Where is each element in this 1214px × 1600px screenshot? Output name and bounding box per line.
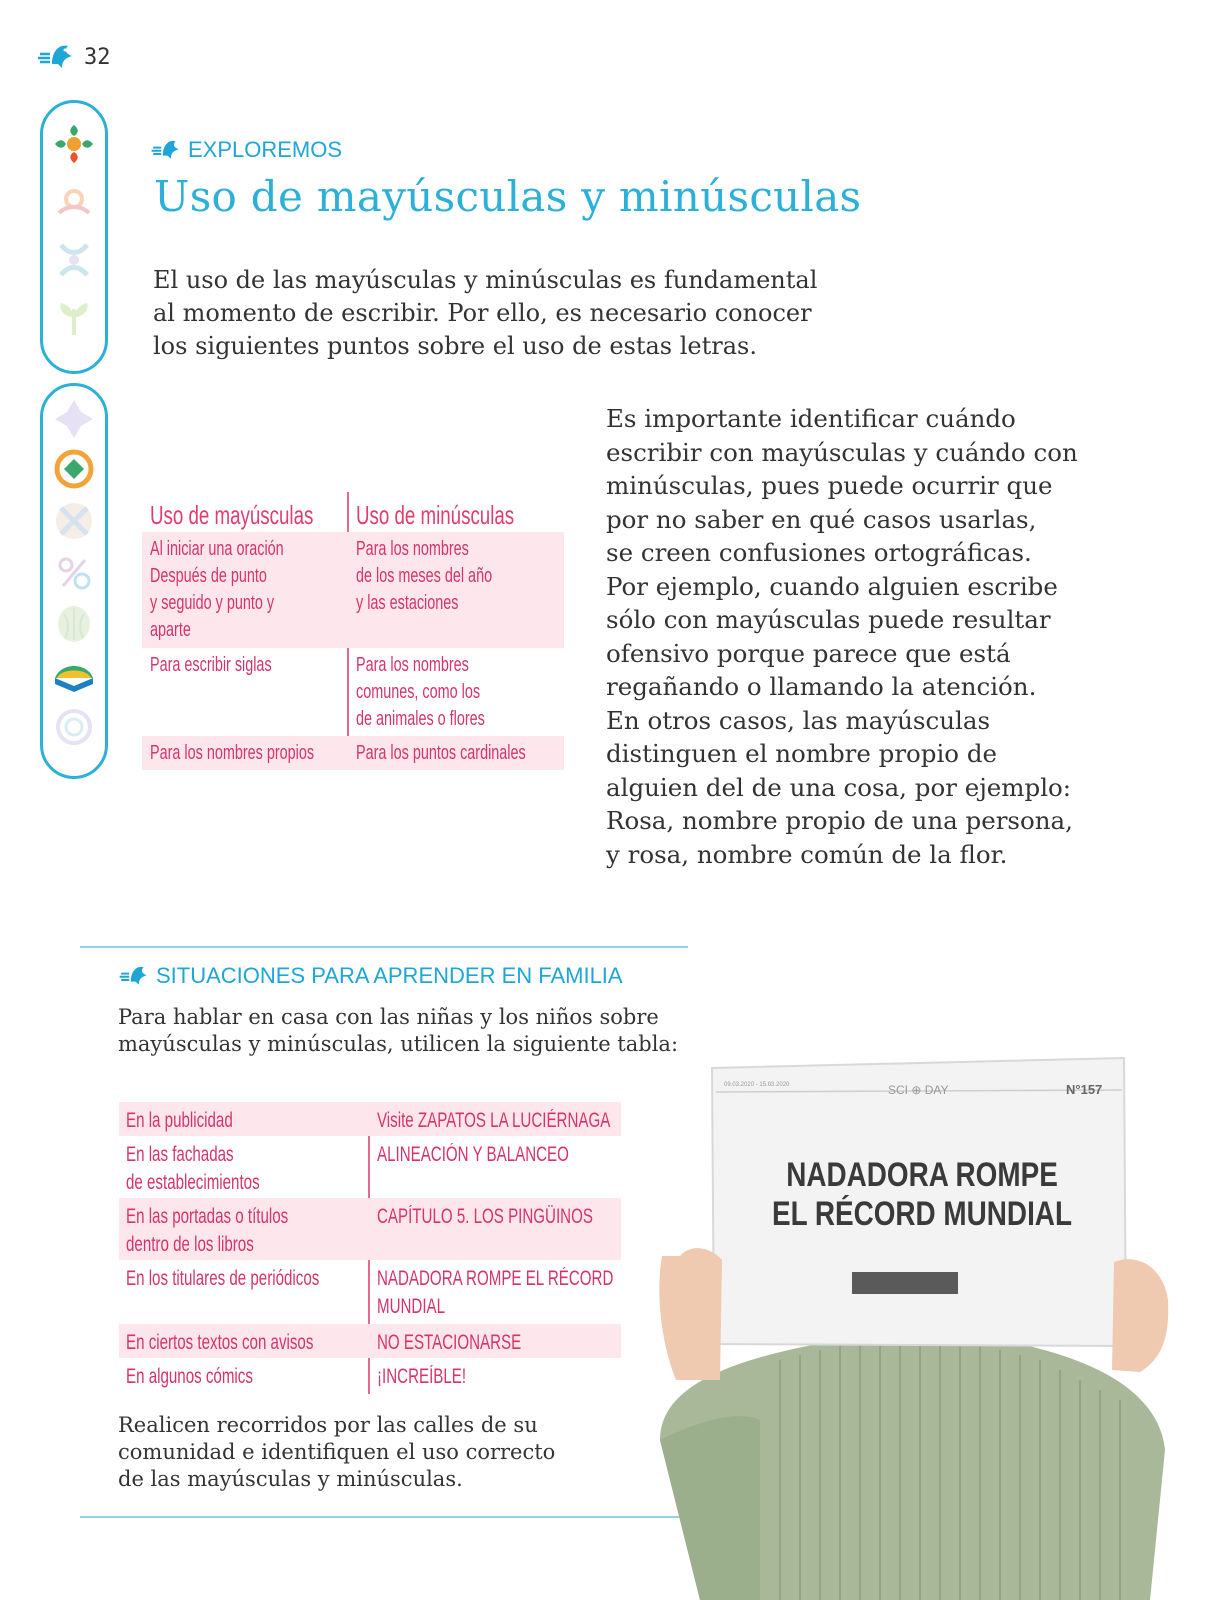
percent-icon <box>51 550 97 596</box>
bird-logo-icon <box>36 40 76 74</box>
family-bottom-rule <box>80 1516 688 1518</box>
family-intro <box>118 1004 678 1058</box>
table-cell: NO ESTACIONARSE <box>377 1331 522 1354</box>
body-line: ofensivo porque parece que está <box>606 638 1011 668</box>
table-row <box>119 1260 621 1324</box>
table-row <box>142 648 564 736</box>
bird-logo-icon <box>150 136 182 164</box>
table-cell: Para los nombres de los meses del año y las estaciones <box>356 538 493 614</box>
closing-line: de las mayúsculas y minúsculas. <box>118 1467 463 1491</box>
table-row <box>142 532 564 648</box>
newspaper-brand: SCI ⊕ DAY <box>888 1083 949 1097</box>
table-cell: En ciertos textos con avisos <box>126 1331 314 1354</box>
table-cell: Al iniciar una oración Después de punto y seguido y punto y aparte <box>150 538 284 641</box>
headline-line: NADADORA ROMPE <box>786 1156 1058 1194</box>
body-line: Por ejemplo, cuando alguien escribe <box>606 571 1058 601</box>
family-top-rule <box>80 946 688 948</box>
family-label-text: SITUACIONES PARA APRENDER EN FAMILIA <box>156 963 623 988</box>
page-number <box>36 40 111 74</box>
table-cell: En la publicidad <box>126 1109 233 1132</box>
body-line: Es importante identificar cuándo <box>606 404 1016 433</box>
family-label <box>118 962 623 990</box>
star-icon <box>51 396 97 442</box>
target-icon <box>51 446 97 492</box>
sidebar-pill-top <box>40 100 108 374</box>
table-cell: NADADORA ROMPE EL RÉCORD MUNDIAL <box>377 1267 614 1318</box>
closing-line: Realicen recorridos por las calles de su <box>118 1413 538 1437</box>
table2 <box>119 1102 621 1394</box>
table-cell: Para escribir siglas <box>150 654 272 676</box>
table-cell: En los titulares de periódicos <box>126 1267 320 1290</box>
body-line: distinguen el nombre propio de <box>606 739 998 768</box>
body-line: se creen confusiones ortográficas. <box>606 538 1032 567</box>
page-title: Uso de mayúsculas y minúsculas <box>154 172 862 221</box>
table-row <box>119 1358 621 1394</box>
table-cell: ALINEACIÓN Y BALANCEO <box>377 1143 569 1166</box>
table1-header-uppercase: Uso de mayúsculas <box>150 500 314 530</box>
explore-label <box>150 136 342 164</box>
flower-icon <box>51 121 97 167</box>
newspaper-date: 09.03.2020 - 15.03.2020 <box>724 1082 790 1088</box>
body-line: En otros casos, las mayúsculas <box>606 705 991 735</box>
table-cell: Para los nombres comunes, como los de animales o flores <box>356 654 485 730</box>
family-intro-line: Para hablar en casa con las niñas y los niños sobre <box>118 1005 659 1029</box>
table-cell: En las portadas o títulos dentro de los libros <box>126 1205 289 1256</box>
explore-label-text: EXPLOREMOS <box>188 137 343 162</box>
table-row <box>119 1102 621 1136</box>
body-line: alguien del de una cosa, por ejemplo: <box>606 772 1072 802</box>
body-line: regañando o llamando la atención. <box>606 672 1037 701</box>
table-row <box>142 736 564 770</box>
newspaper-headline <box>722 1156 1122 1234</box>
body-line: Rosa, nombre propio de una persona, <box>606 806 1073 835</box>
sun-icon <box>51 179 97 225</box>
newspaper-number: N°157 <box>1066 1082 1103 1097</box>
hand-icon <box>51 600 97 646</box>
intro-line: El uso de las mayúsculas y minúsculas es fundamental <box>153 266 818 294</box>
body-paragraph <box>606 402 1166 871</box>
family-intro-line: mayúsculas y minúsculas, utilicen la siguiente tabla: <box>118 1032 679 1056</box>
table-cell: CAPÍTULO 5. LOS PINGÜINOS <box>377 1205 593 1228</box>
table-row <box>119 1136 621 1198</box>
body-line: y rosa, nombre común de la flor. <box>606 839 1008 869</box>
cross-icon <box>51 498 97 544</box>
closing-line: comunidad e identifiquen el uso correcto <box>118 1440 556 1464</box>
body-line: minúsculas, pues puede ocurrir que <box>606 471 1053 500</box>
sidebar-pill-bottom <box>40 383 108 779</box>
book-icon <box>51 652 97 698</box>
table-cell: Visite ZAPATOS LA LUCIÉRNAGA <box>377 1109 611 1132</box>
table1 <box>142 532 564 770</box>
table-cell: Para los nombres propios <box>150 742 315 764</box>
bird-logo-icon <box>118 962 150 990</box>
table-cell: En las fachadas de establecimientos <box>126 1143 260 1194</box>
table-row <box>119 1324 621 1358</box>
plant-icon <box>51 295 97 341</box>
family-closing <box>118 1412 555 1493</box>
intro-paragraph <box>153 264 853 363</box>
intro-line: los siguientes puntos sobre el uso de estas letras. <box>153 332 757 360</box>
body-line: por no saber en qué casos usarlas, <box>606 504 1037 534</box>
page-number-text: 32 <box>84 44 111 70</box>
table-cell: ¡INCREÍBLE! <box>377 1365 467 1388</box>
intro-line: al momento de escribir. Por ello, es necesario conocer <box>153 299 812 327</box>
newspaper-photo <box>650 1050 1170 1600</box>
body-line: sólo con mayúsculas puede resultar <box>606 605 1051 634</box>
table-cell: Para los puntos cardinales <box>356 742 526 764</box>
table-cell: En algunos cómics <box>126 1365 253 1388</box>
table-row <box>119 1198 621 1260</box>
table1-header-lowercase: Uso de minúsculas <box>356 500 515 530</box>
people-icon <box>51 237 97 283</box>
headline-line: EL RÉCORD MUNDIAL <box>772 1195 1072 1233</box>
swirl-icon <box>51 704 97 750</box>
body-line: escribir con mayúsculas y cuándo con <box>606 437 1078 467</box>
